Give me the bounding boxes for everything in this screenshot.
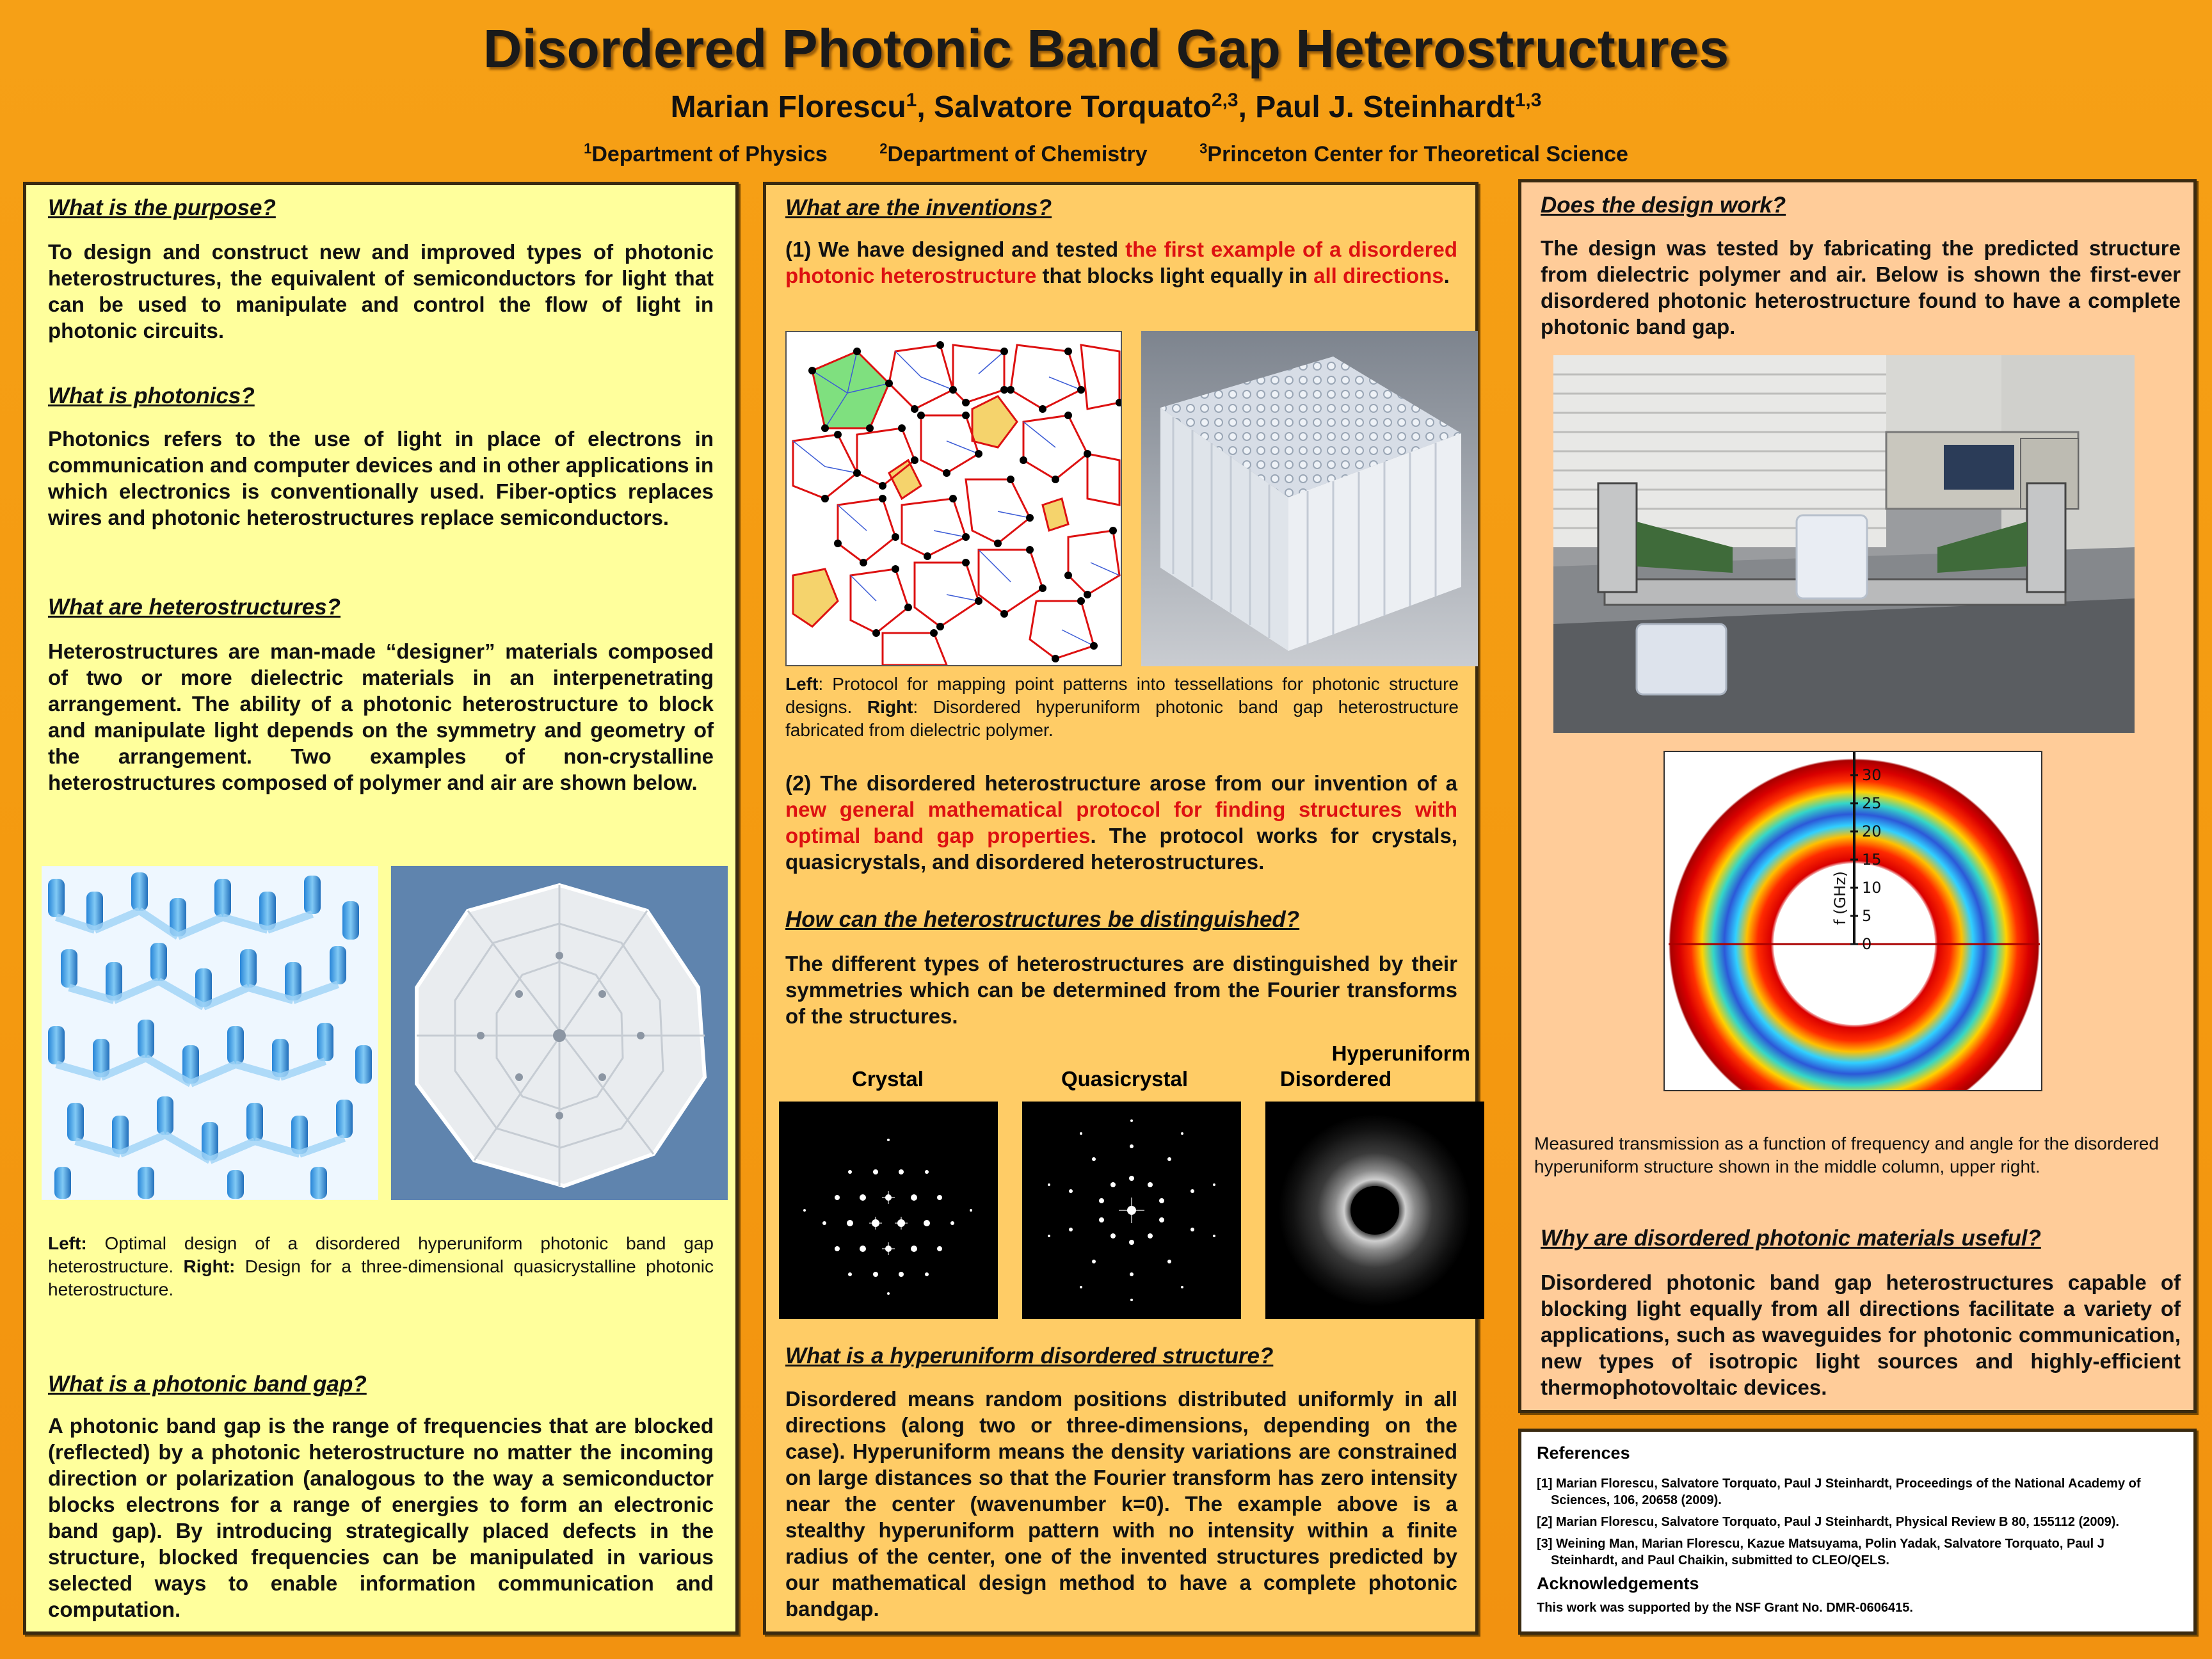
hyperuniform-fourier-image <box>1265 1102 1484 1319</box>
heading-hyperuniform: What is a hyperuniform disordered structure? <box>785 1343 1274 1368</box>
tessellation-protocol-image <box>785 331 1122 666</box>
axis-tick-20: 20 <box>1862 822 1882 840</box>
author-line <box>0 90 2212 125</box>
author-2-affil: 2,3 <box>1211 90 1238 111</box>
caption-transmission: Measured transmission as a function of frequency and angle for the disordered hyperuniform structure shown in the middle column, upper right. <box>1534 1134 2159 1176</box>
axis-tick-10: 10 <box>1862 879 1882 897</box>
axis-tick-30: 30 <box>1862 766 1882 784</box>
text-heterostructures: Heterostructures are man-made “designer” materials composed of two or more dielectric materials in an interpenetrating arrangement. The ability of a photonic heterostructure to block and manipulate light depends on the symmetry and geometry of the arrangement. Two examples of non-crystalline heterostructures composed of polymer and air are shown below. <box>48 639 714 794</box>
label-quasicrystal: Quasicrystal <box>1061 1067 1189 1091</box>
author-3-affil: 1,3 <box>1514 90 1542 111</box>
text-purpose: To design and construct new and improved types of photonic heterostructures, the equivalent of semiconductors for light that can be used to manipulate and control the flow of light in photonic circuits. <box>48 240 714 342</box>
references-panel <box>1518 1429 2197 1635</box>
right-column-panel <box>1518 179 2197 1413</box>
heading-useful: Why are disordered photonic materials useful? <box>1541 1226 2041 1251</box>
caption-left-images: Left: Optimal design of a disordered hyperuniform photonic band gap heterostructure. Right: Design for a three-dimensional quasicrystalline photonic heterostructure. <box>48 1233 714 1299</box>
axis-tick-5: 5 <box>1862 907 1872 925</box>
left-column-panel <box>23 182 739 1635</box>
axis-tick-15: 15 <box>1862 851 1882 869</box>
quasicrystal-structure-image <box>391 866 728 1200</box>
text-photonics: Photonics refers to the use of light in place of electrons in communication and computer devices and in other applications in which electronics is conventionally used. Fiber-optics replaces wires and photonic heterostructures replace semiconductors. <box>48 427 714 529</box>
heading-band-gap: What is a photonic band gap? <box>48 1372 367 1397</box>
affiliations <box>0 141 2212 167</box>
crystal-fourier-image <box>779 1102 998 1319</box>
text-band-gap: A photonic band gap is the range of frequencies that are blocked (reflected) by a photonic heterostructure no matter the incoming direction or polarization (analogous to the way a semiconductor blocks electrons for a range of energies to form an electronic band gap). By introducing strategically placed defects in the structure, blocked frequencies can be manipulated in various selected ways to enable information communication and computation. <box>48 1414 714 1621</box>
quasicrystal-fourier-image <box>1022 1102 1241 1319</box>
author-1: Marian Florescu <box>670 90 906 124</box>
author-1-affil: 1 <box>906 90 917 111</box>
measurement-setup-photo <box>1553 355 2135 733</box>
label-hyperuniform: Hyperuniform <box>1331 1041 1470 1065</box>
text-useful: Disordered photonic band gap heterostructures capable of blocking light equally from all directions facilitate a variety of applications, such as waveguides for photonic communication, new types of isotropic light sources and highly-efficient thermophotovoltaic devices. <box>1541 1270 2181 1399</box>
heading-heterostructures: What are heterostructures? <box>48 595 341 620</box>
text-design-work: The design was tested by fabricating the predicted structure from dielectric polymer and air. Below is shown the first-ever disordered photonic heterostructure found to have a complete photonic band gap. <box>1541 236 2181 339</box>
affiliation-physics: $^1$Department of Physics <box>584 141 828 167</box>
text-distinguished: The different types of heterostructures are distinguished by their symmetries which can be determined from the Fourier transforms of the structures. <box>785 952 1457 1028</box>
text-invention-1: (1) We have designed and tested the first example of a disordered photonic heterostructure that blocks light equally in all directions. <box>785 237 1458 287</box>
reference-1: [1] Marian Florescu, Salvatore Torquato, Paul J Steinhardt, Proceedings of the National Academy of Sciences, 106, 20658 (2009). <box>1537 1477 2141 1507</box>
axis-tick-0: 0 <box>1862 935 1872 953</box>
middle-column-panel <box>763 182 1479 1635</box>
label-disordered: Disordered <box>1279 1067 1392 1091</box>
heading-design-work: Does the design work? <box>1541 193 1786 218</box>
poster-title: Disordered Photonic Band Gap Heterostructures <box>483 19 1729 79</box>
hyperuniform-design-image <box>42 866 378 1200</box>
heading-inventions: What are the inventions? <box>785 195 1052 220</box>
heading-photonics: What is photonics? <box>48 383 255 408</box>
reference-2: [2] Marian Florescu, Salvatore Torquato, Paul J Steinhardt, Physical Review B 80, 155112 (2009). <box>1537 1515 2119 1529</box>
text-hyperuniform: Disordered means random positions distributed uniformly in all directions (along two or three-dimensions, depending on the case). Hyperuniform means the density variations are constrained on large distances so that the Fourier transform has zero intensity near the center (wavenumber k=0). The example above is a stealthy hyperuniform pattern with no intensity within a finite radius of the center, one of the invented structures predicted by our mathematical design method to have a complete photonic bandgap. <box>785 1387 1457 1621</box>
fabricated-heterostructure-photo <box>1141 331 1478 666</box>
transmission-polar-plot <box>1663 751 2042 1091</box>
acknowledgements-title: Acknowledgements <box>1537 1574 1699 1593</box>
axis-tick-25: 25 <box>1862 794 1882 812</box>
text-invention-2: (2) The disordered heterostructure arose from our invention of a new general mathematical protocol for finding structures with optimal band gap properties. The protocol works for crystals, quasicrystals, and disordered heterostructures. <box>785 771 1457 874</box>
label-crystal: Crystal <box>852 1067 924 1091</box>
affiliation-chemistry: $^2$Department of Chemistry <box>879 141 1148 167</box>
axis-label-frequency: f (GHz) <box>1831 870 1849 925</box>
author-3: , Paul J. Steinhardt <box>1238 90 1515 124</box>
heading-distinguished: How can the heterostructures be distinguished? <box>785 907 1300 932</box>
caption-middle-images: Left: Protocol for mapping point patterns into tessellations for photonic structure designs. Right: Disordered hyperuniform photonic band gap heterostructure fabricated from dielectric polymer. <box>785 674 1459 740</box>
affiliation-pcts: $^3$Princeton Center for Theoretical Science <box>1199 141 1628 167</box>
acknowledgements-text: This work was supported by the NSF Grant No. DMR-0606415. <box>1537 1601 1913 1615</box>
references-title: References <box>1537 1443 1630 1463</box>
author-2: , Salvatore Torquato <box>917 90 1212 124</box>
heading-purpose: What is the purpose? <box>48 195 276 220</box>
reference-3: [3] Weining Man, Marian Florescu, Kazue Matsuyama, Polin Yadak, Salvatore Torquato, Paul J Steinhardt, and Paul Chaikin, submitted to CLEO/QELS. <box>1537 1537 2104 1567</box>
